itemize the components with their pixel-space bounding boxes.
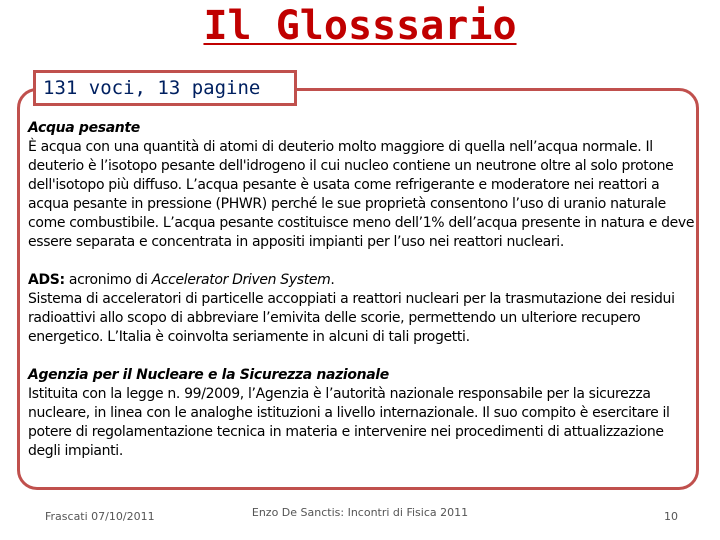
intro-period: .: [330, 272, 335, 288]
entry-count-box: 131 voci, 13 pagine: [33, 70, 297, 106]
glossary-entry: [28, 119, 698, 252]
entry-term: Agenzia per il Nucleare e la Sicurezza nazionale: [28, 367, 389, 383]
term-colon: :: [59, 272, 65, 288]
entry-definition: Istituita con la legge n. 99/2009, l’Agenzia è l’autorità nazionale responsabile per la sicurezza nucleare, in linea con le analoghe istituzioni a livello internazionale. Il suo compito è esercitare il potere di regolamentazione tecnica in materia e intervenire nei procedimenti di attualizzazione degli impianti.: [28, 386, 670, 459]
glossary-entry: [28, 366, 698, 461]
page-number: 10: [664, 510, 678, 523]
entry-definition: Sistema di acceleratori di particelle accoppiati a reattori nucleari per la trasmutazione dei residui radioattivi allo scopo di abbreviare l’emivita delle scorie, permettendo un ulteriore recupero energetico. L’Italia è coinvolta seriamente in alcuni di tali progetti.: [28, 291, 675, 345]
entry-intro: acronimo di: [68, 272, 148, 288]
glossary-content: [28, 119, 698, 480]
entry-intro-expansion: Accelerator Driven System: [151, 272, 331, 288]
slide-title: Il Glosssario: [203, 3, 517, 49]
footer-date: Frascati 07/10/2011: [45, 510, 155, 523]
entry-term: Acqua pesante: [28, 120, 140, 136]
footer-author: Enzo De Sanctis: Incontri di Fisica 2011: [251, 506, 469, 519]
entry-term: ADS: [28, 272, 60, 288]
glossary-entry: [28, 271, 698, 347]
entry-definition: È acqua con una quantità di atomi di deuterio molto maggiore di quella nell’acqua normale. Il deuterio è l’isotopo pesante dell'idrogeno il cui nucleo contiene un neutrone oltre al solo protone dell'isotopo più diffuso. L’acqua pesante è usata come refrigerante e moderatore nei reattori a acqua pesante in pressione (PHWR) perché le sue proprietà consentono l’uso di uranio naturale come combustibile. L’acqua pesante costituisce meno dell’1% dell’acqua presente in natura e deve essere separata e concentrata in appositi impianti per l’uso nei reattori nucleari.: [28, 139, 695, 250]
